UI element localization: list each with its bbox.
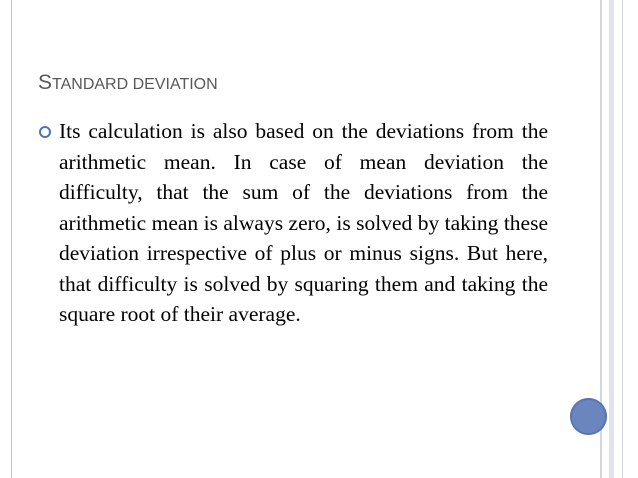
circle-decoration: [570, 398, 607, 435]
slide-title-rest: TANDARD DEVIATION: [52, 76, 218, 93]
bullet-item: [39, 116, 548, 330]
right-border-band: [609, 0, 614, 478]
ring-bullet-icon: [39, 126, 51, 138]
left-border-rule: [11, 0, 12, 478]
slide-title-initial: S: [38, 71, 53, 94]
bullet-text: Its calculation is also based on the deviations from the arithmetic mean. In case of mean deviation the difficulty, that the sum of the deviations from the arithmetic mean is always zero, is solved by taking these deviation irrespective of plus or minus signs. But here, that difficulty is solved by squaring them and taking the square root of their average.: [59, 119, 548, 326]
right-border-rule-outer: [622, 0, 623, 478]
slide-title: [38, 62, 218, 94]
